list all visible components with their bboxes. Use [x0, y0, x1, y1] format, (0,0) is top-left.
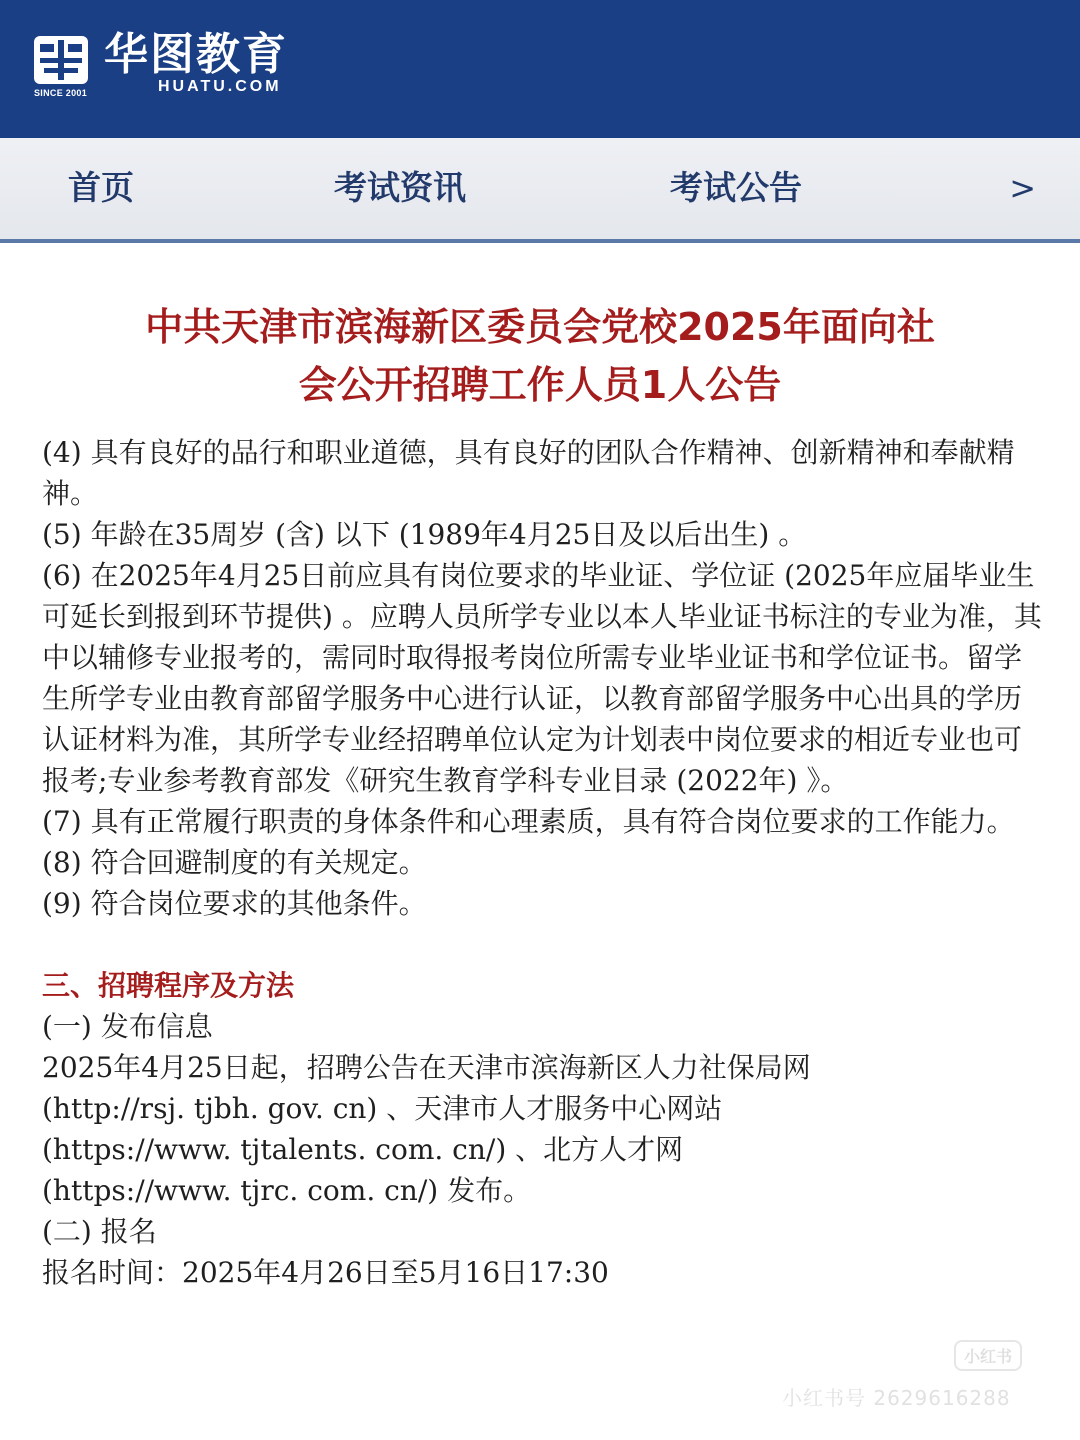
subsection-title-registration: (二) 报名	[42, 1215, 157, 1248]
requirement-6: (6) 在2025年4月25日前应具有岗位要求的毕业证、学位证 (2025年应届毕业生可延长到报到环节提供) 。应聘人员所学专业以本人毕业证书标注的专业为准，其中以辅修专业报考的，需同时取得报考岗位所需专业毕业证书和学位证书。留学生所学专业由教育部留学服务中心进行认证，以教育部留学服务中心出具的学历认证材料为准，其所学专业经招聘单位认定为计划表中岗位要求的相近专业也可报考;专业参考教育部发《研究生教育学科专业目录 (2022年) 》。	[42, 559, 1042, 797]
section-spacer	[42, 924, 1042, 965]
watermark-id: 小红书号 2629616288	[782, 1386, 1011, 1410]
publish-line-2[interactable]: (http://rsj. tjbh. gov. cn) 、天津市人才服务中心网站	[42, 1092, 723, 1125]
huatu-logo-icon[interactable]	[34, 36, 88, 84]
registration-time: 报名时间：2025年4月26日至5月16日17:30	[42, 1256, 609, 1289]
nav-item-exam-news[interactable]: 考试资讯	[334, 168, 466, 207]
publish-line-1: 2025年4月25日起，招聘公告在天津市滨海新区人力社保局网	[42, 1051, 811, 1084]
site-header	[0, 0, 1080, 138]
article-title-line-1: 中共天津市滨海新区委员会党校2025年面向社	[145, 305, 935, 349]
subsection-title-publish: (一) 发布信息	[42, 1010, 213, 1043]
brand-domain: HUATU.COM	[158, 78, 282, 95]
section-heading-procedure: 三、招聘程序及方法	[42, 969, 295, 1002]
requirement-4: (4) 具有良好的品行和职业道德，具有良好的团队合作精神、创新精神和奉献精神。	[42, 436, 1015, 510]
requirement-9: (9) 符合岗位要求的其他条件。	[42, 887, 427, 920]
nav-item-exam-notices[interactable]: 考试公告	[670, 168, 802, 207]
requirement-5: (5) 年龄在35周岁 (含) 以下 (1989年4月25日及以后出生) 。	[42, 518, 807, 551]
article-title	[60, 298, 1020, 414]
brand-name[interactable]: 华图教育	[104, 29, 288, 80]
publish-line-3[interactable]: (https://www. tjtalents. com. cn/) 、北方人才网	[42, 1133, 684, 1166]
article-body	[42, 432, 1042, 1293]
brand-since: SINCE 2001	[34, 88, 88, 98]
watermark-logo: 小红书	[954, 1340, 1022, 1371]
article-title-line-2: 会公开招聘工作人员1人公告	[298, 363, 782, 407]
nav-item-home[interactable]: 首页	[68, 168, 134, 207]
nav-more-chevron-icon[interactable]: >	[1009, 169, 1036, 207]
requirement-8: (8) 符合回避制度的有关规定。	[42, 846, 427, 879]
main-nav	[0, 138, 1080, 243]
publish-line-4[interactable]: (https://www. tjrc. com. cn/) 发布。	[42, 1174, 532, 1207]
requirement-7: (7) 具有正常履行职责的身体条件和心理素质，具有符合岗位要求的工作能力。	[42, 805, 1015, 838]
